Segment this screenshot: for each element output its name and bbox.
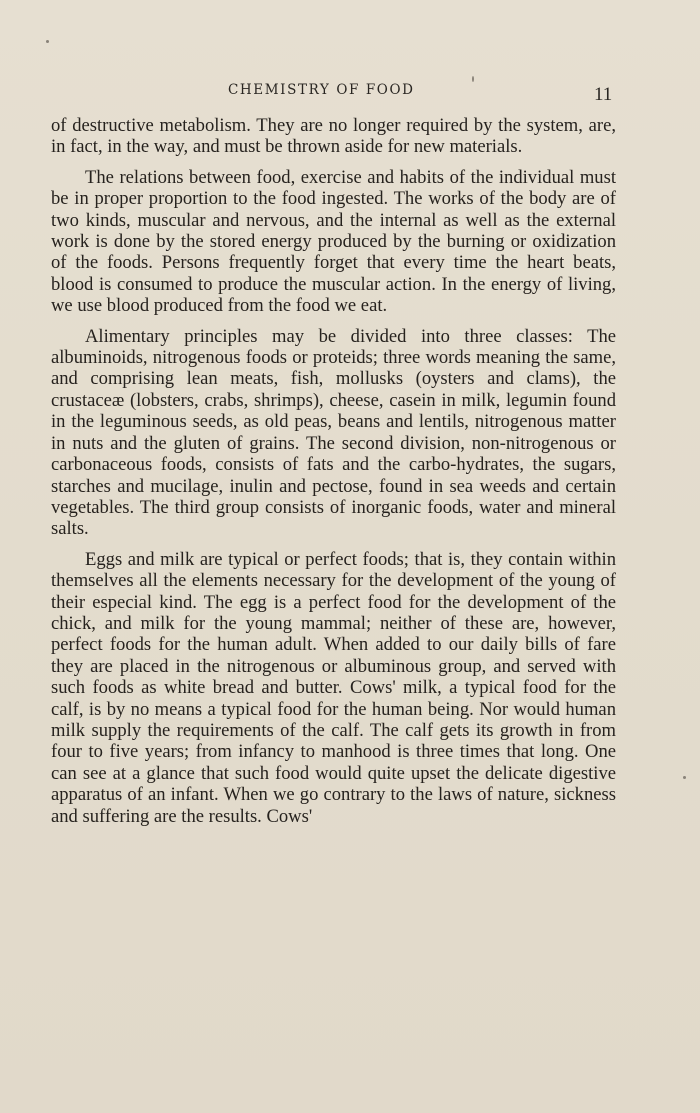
page-number: 11 [594, 84, 613, 105]
paper-speck [683, 776, 686, 779]
paragraph-1: of destructive metabolism. They are no longer required by the system, are, in fact, in the way, and must be thrown aside for new materials. [51, 115, 616, 158]
paragraph-4: Eggs and milk are typical or perfect foods; that is, they contain within themselves all the elements necessary for the development of the young of their especial kind. The egg is a perfect food for the development of the chick, and milk for the young mammal; neither of these are, however, perfect foods for the human adult. When added to our daily bills of fare they are placed in the nitrogenous or albuminous group, and served with such foods as white bread and butter. Cows' milk, a typical food for the calf, is by no means a typical food for the human being. Nor would human milk supply the requirements of the calf. The calf gets its growth in from four to five years; from infancy to manhood is three times that long. One can see at a glance that such food would quite upset the delicate digestive apparatus of an infant. When we go contrary to the laws of nature, sickness and suffering are the results. Cows' [51, 548, 616, 827]
paragraph-3: Alimentary principles may be divided into three classes: The albuminoids, nitrogenous foods or proteids; three words meaning the same, and comprising lean meats, fish, mollusks (oysters and clams), the crustaceæ (lobsters, crabs, shrimps), cheese, casein in milk, legumin found in the leguminous seeds, as old peas, beans and lentils, nitrogenous matter in nuts and the gluten of grains. The second division, non-nitrogenous or carbonaceous foods, consists of fats and the carbo-hydrates, the sugars, starches and mucilage, inulin and pectose, found in sea weeds and certain vegetables. The third group consists of inorganic foods, water and mineral salts. [51, 325, 616, 540]
paper-speck [46, 40, 49, 43]
paper-speck [472, 76, 474, 82]
running-title: CHEMISTRY OF FOOD [228, 82, 415, 98]
page-header [0, 78, 700, 108]
body-text [51, 115, 616, 836]
paragraph-2: The relations between food, exercise and habits of the individual must be in proper proportion to the food ingested. The works of the body are of two kinds, muscular and nervous, and the internal as well as the external work is done by the stored energy produced by the burning or oxidization of the foods. Persons frequently forget that every time the heart beats, blood is consumed to produce the muscular action. In the energy of living, we use blood produced from the food we eat. [51, 166, 616, 317]
